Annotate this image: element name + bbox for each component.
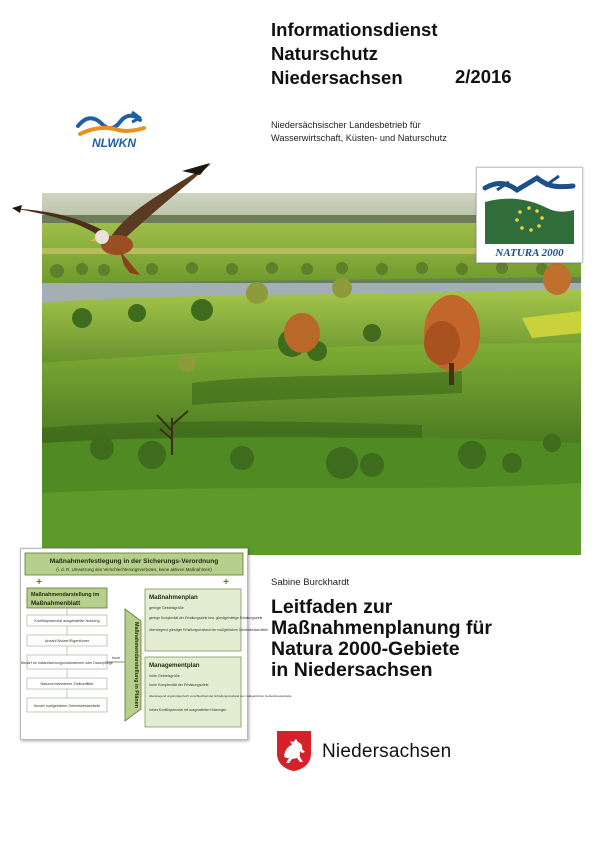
mgmt-item-3: überwiegend ungünstiger/sich verschlechternder Erhaltungszustand der maßgeblichen Gebietsbestandteile	[149, 694, 292, 698]
left-box-2: Anzahl Nutzer/Eigentümer	[44, 639, 90, 643]
natura-text: NATURA 2000	[495, 247, 564, 259]
series-title	[271, 18, 438, 90]
left-box-4: Naturschutzinterne Zielkonflikte	[40, 682, 94, 686]
title-line-2: Maßnahmenplanung für	[271, 617, 492, 639]
plan-item-2: geringe Komplexität der Erhaltungsziele bzw. günstige/stetige Erhaltungsziele	[149, 616, 263, 620]
title-line-1: Leitfaden zur	[271, 596, 393, 618]
series-title-line-1: Informationsdienst	[271, 19, 438, 40]
agency-line-2: Wasserwirtschaft, Küsten- und Naturschutz	[271, 133, 447, 143]
plus-icon-right: +	[223, 577, 229, 588]
mgmt-item-1: hohe Gebietsgröße	[149, 674, 180, 678]
left-title-2: Maßnahmenblatt	[31, 600, 81, 607]
plan-title: Maßnahmenplan	[149, 594, 198, 601]
author: Sabine Burckhardt	[271, 577, 350, 588]
nlwkn-logo	[74, 104, 154, 150]
diagram-header-sub: (i. d. R. Umsetzung des Verschlechterungsverbotes, keine aktiven Maßnahmen)	[56, 567, 212, 572]
left-title-1: Maßnahmendarstellung im	[31, 592, 100, 598]
series-title-line-2: Naturschutz	[271, 43, 378, 64]
main-title	[271, 597, 492, 681]
diagram-header-title: Maßnahmenfestlegung in der Sicherungs-Verordnung	[49, 558, 219, 565]
nlwkn-wave-icon	[74, 104, 154, 150]
title-line-3: Natura 2000-Gebiete	[271, 638, 460, 660]
mgmt-item-4: hohes Konfliktpotenzial mit ausgewählten Nutzungen	[149, 708, 227, 712]
plan-item-1: geringe Gebietsgröße	[149, 606, 184, 610]
natura-2000-logo	[476, 167, 583, 263]
agency-name	[271, 119, 447, 145]
red-kite-bird	[12, 153, 222, 293]
niedersachsen-crest	[276, 730, 312, 772]
left-box-3: Bedarf an Instandsetzungsmaßnahmen oder Dauerpflege	[21, 661, 113, 665]
series-title-line-3: Niedersachsen	[271, 67, 403, 88]
issue-number: 2/2016	[455, 66, 512, 87]
left-box-1: Konfliktpotenzial ausgewählte Nutzung	[34, 619, 100, 623]
vertical-label: Maßnahmendarstellung in Plänen	[133, 622, 139, 708]
left-box-5: Anzahl maßgeblicher Gebietsbestandteile	[33, 704, 101, 708]
mgmt-title: Managementplan	[149, 662, 200, 669]
flow-diagram	[20, 548, 292, 740]
agency-line-1: Niedersächsischer Landesbetrieb für	[271, 120, 421, 130]
state-name: Niedersachsen	[322, 741, 452, 762]
plan-item-3: überwiegend günstiger Erhaltungszustand der maßgeblichen Gebietsbestandteile	[149, 628, 268, 632]
plus-icon-left: +	[36, 577, 42, 588]
nlwkn-text: NLWKN	[92, 136, 136, 150]
mgmt-item-2: hohe Komplexität der Erhaltungsziele	[149, 683, 209, 687]
connector-label: hoch	[111, 656, 121, 660]
horse-crest-icon	[276, 730, 312, 772]
title-line-4: in Niedersachsen	[271, 659, 433, 681]
